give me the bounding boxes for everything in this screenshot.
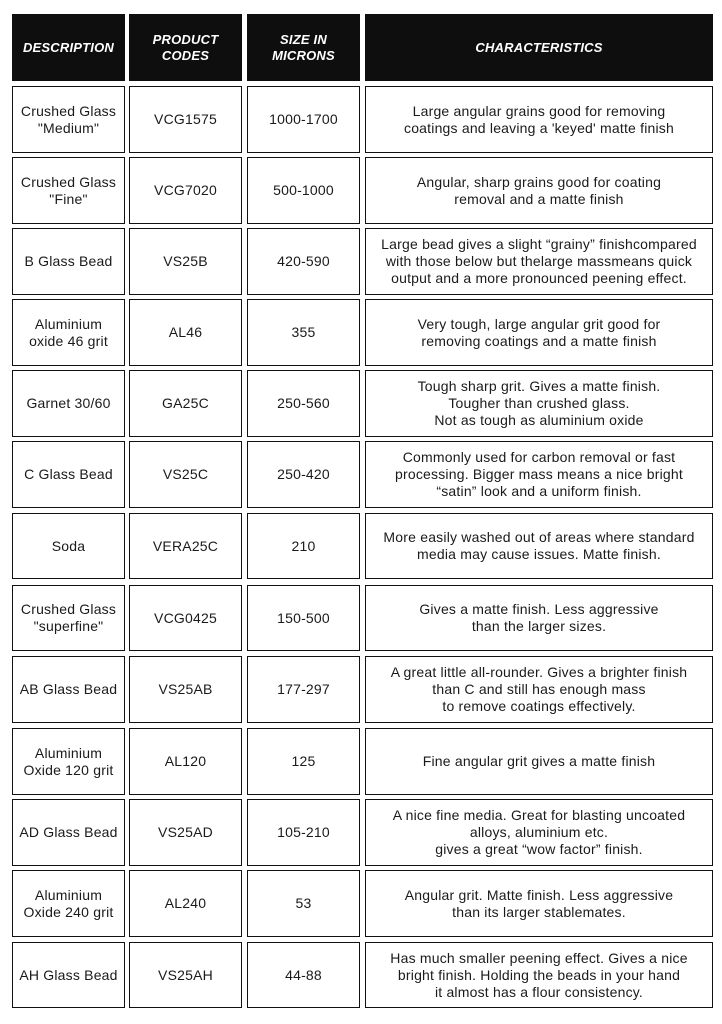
row-size: 177-297 [247, 656, 360, 723]
row-description: Crushed Glass "Medium" [12, 86, 125, 153]
row-size: 250-420 [247, 441, 360, 508]
row-description: Aluminium Oxide 240 grit [12, 870, 125, 937]
row-characteristics: Gives a matte finish. Less aggressive than the larger sizes. [365, 585, 713, 651]
row-size: 125 [247, 728, 360, 795]
row-characteristics: Angular, sharp grains good for coating removal and a matte finish [365, 157, 713, 224]
row-product-code: AL120 [129, 728, 242, 795]
row-description: AB Glass Bead [12, 656, 125, 723]
row-characteristics: Large angular grains good for removing coatings and leaving a 'keyed' matte finish [365, 86, 713, 153]
row-characteristics: Has much smaller peening effect. Gives a nice bright finish. Holding the beads in your hand it almost has a flour consistency. [365, 942, 713, 1008]
row-size: 250-560 [247, 370, 360, 437]
row-characteristics: A great little all-rounder. Gives a brighter finish than C and still has enough mass to remove coatings effectively. [365, 656, 713, 723]
row-description: Crushed Glass "Fine" [12, 157, 125, 224]
row-product-code: VCG7020 [129, 157, 242, 224]
row-size: 44-88 [247, 942, 360, 1008]
row-description: Soda [12, 513, 125, 579]
row-product-code: VS25C [129, 441, 242, 508]
row-product-code: VS25B [129, 228, 242, 295]
row-characteristics: Tough sharp grit. Gives a matte finish. Tougher than crushed glass. Not as tough as aluminium oxide [365, 370, 713, 437]
row-size: 150-500 [247, 585, 360, 651]
header-description: DESCRIPTION [12, 14, 125, 81]
row-product-code: VS25AH [129, 942, 242, 1008]
row-product-code: VS25AB [129, 656, 242, 723]
row-description: Aluminium oxide 46 grit [12, 299, 125, 366]
row-product-code: AL240 [129, 870, 242, 937]
row-characteristics: Fine angular grit gives a matte finish [365, 728, 713, 795]
row-size: 210 [247, 513, 360, 579]
row-characteristics: Large bead gives a slight “grainy” finishcompared with those below but thelarge massmeans quick output and a more pronounced peening effect. [365, 228, 713, 295]
row-description: C Glass Bead [12, 441, 125, 508]
row-product-code: VERA25C [129, 513, 242, 579]
header-product-codes: PRODUCT CODES [129, 14, 242, 81]
row-description: Garnet 30/60 [12, 370, 125, 437]
row-size: 500-1000 [247, 157, 360, 224]
row-description: AD Glass Bead [12, 799, 125, 866]
row-size: 355 [247, 299, 360, 366]
row-product-code: AL46 [129, 299, 242, 366]
row-product-code: VS25AD [129, 799, 242, 866]
header-size-in-microns: SIZE IN MICRONS [247, 14, 360, 81]
row-characteristics: Very tough, large angular grit good for removing coatings and a matte finish [365, 299, 713, 366]
row-product-code: VCG1575 [129, 86, 242, 153]
row-size: 105-210 [247, 799, 360, 866]
row-size: 1000-1700 [247, 86, 360, 153]
row-characteristics: Angular grit. Matte finish. Less aggressive than its larger stablemates. [365, 870, 713, 937]
row-characteristics: Commonly used for carbon removal or fast processing. Bigger mass means a nice bright “satin” look and a uniform finish. [365, 441, 713, 508]
row-description: Crushed Glass "superfine" [12, 585, 125, 651]
row-description: Aluminium Oxide 120 grit [12, 728, 125, 795]
row-characteristics: A nice fine media. Great for blasting uncoated alloys, aluminium etc. gives a great “wow factor” finish. [365, 799, 713, 866]
row-size: 53 [247, 870, 360, 937]
row-size: 420-590 [247, 228, 360, 295]
row-description: AH Glass Bead [12, 942, 125, 1008]
header-characteristics: CHARACTERISTICS [365, 14, 713, 81]
row-description: B Glass Bead [12, 228, 125, 295]
row-product-code: VCG0425 [129, 585, 242, 651]
row-characteristics: More easily washed out of areas where standard media may cause issues. Matte finish. [365, 513, 713, 579]
row-product-code: GA25C [129, 370, 242, 437]
